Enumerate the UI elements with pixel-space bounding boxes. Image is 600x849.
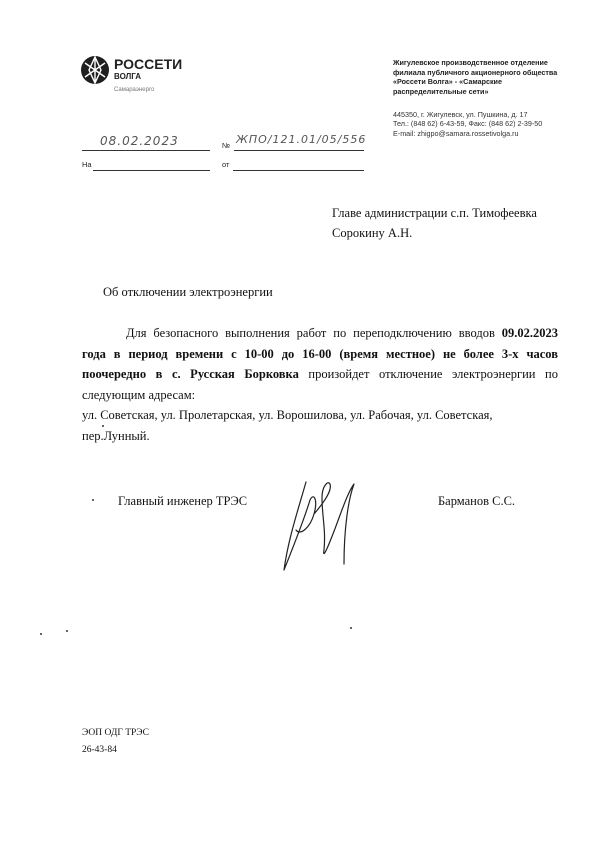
- org-title-line: распределительные сети»: [393, 86, 489, 96]
- signatory-title: Главный инженер ТРЭС: [118, 494, 248, 508]
- address-list: ул. Советская, ул. Пролетарская, ул. Ворошилова, ул. Рабочая, ул. Советская, пер.Лунный.: [82, 408, 493, 443]
- ot-underline: [233, 170, 364, 171]
- scan-speck: [92, 499, 94, 501]
- number-underline: [234, 150, 364, 151]
- number-label: №: [222, 141, 231, 150]
- scan-speck: [350, 627, 352, 629]
- logo-tag: Самараэнерго: [114, 87, 155, 93]
- email-line: E-mail: zhigpo@samara.rossetivolga.ru: [393, 128, 519, 138]
- na-label: На: [82, 160, 92, 169]
- letter-body: [82, 323, 558, 446]
- org-title: [393, 58, 568, 96]
- outgoing-number: ЖПО/121.01/05/556: [236, 133, 367, 146]
- scan-speck: [66, 630, 68, 632]
- rosseti-logo-icon: [80, 54, 110, 88]
- logo-sub: ВОЛГА: [114, 72, 142, 81]
- footer-phone: 26-43-84: [82, 745, 117, 755]
- org-title-line: Жигулевское производственное отделение: [393, 58, 548, 67]
- address-line: 445350, г. Жигулевск, ул. Пушкина, д. 17: [393, 110, 528, 119]
- org-title-line: филиала публичного акционерного общества: [393, 67, 558, 77]
- body-text: Для безопасного выполнения работ по переподключению вводов: [126, 326, 502, 340]
- date-underline: [82, 150, 210, 151]
- phone-line: Тел.: (848 62) 6-43-59, Факс: (848 62) 2-39-50: [393, 119, 543, 129]
- body-text-cont: произойдет отключение электроэнергии по следующим адресам:: [82, 367, 558, 402]
- letter-subject: Об отключении электроэнергии: [103, 285, 273, 299]
- footer-department: ЭОП ОДГ ТРЭС: [82, 728, 149, 738]
- company-logo: [80, 54, 220, 102]
- org-title-line: «Россети Волга» - «Самарские: [393, 77, 502, 86]
- body-bold-text: 09.02.2023 года в период времени с 10-00 до 16-00 (время местное) не более 3-х часов поочередно в с. Русская Борковка: [82, 326, 558, 381]
- signatory-name: Барманов С.С.: [438, 494, 516, 508]
- handwritten-signature: [270, 470, 380, 580]
- recipient-line: Главе администрации с.п. Тимофеевка: [332, 206, 537, 220]
- recipient-line: Сорокину А.Н.: [332, 226, 413, 240]
- logo-name: РОССЕТИ: [114, 56, 183, 72]
- outgoing-date: 08.02.2023: [100, 134, 179, 148]
- org-address: [393, 110, 568, 138]
- na-underline: [93, 170, 210, 171]
- scan-speck: [40, 633, 42, 635]
- ot-label: от: [222, 160, 230, 169]
- scan-speck: [102, 425, 104, 427]
- recipient-block: [332, 203, 537, 243]
